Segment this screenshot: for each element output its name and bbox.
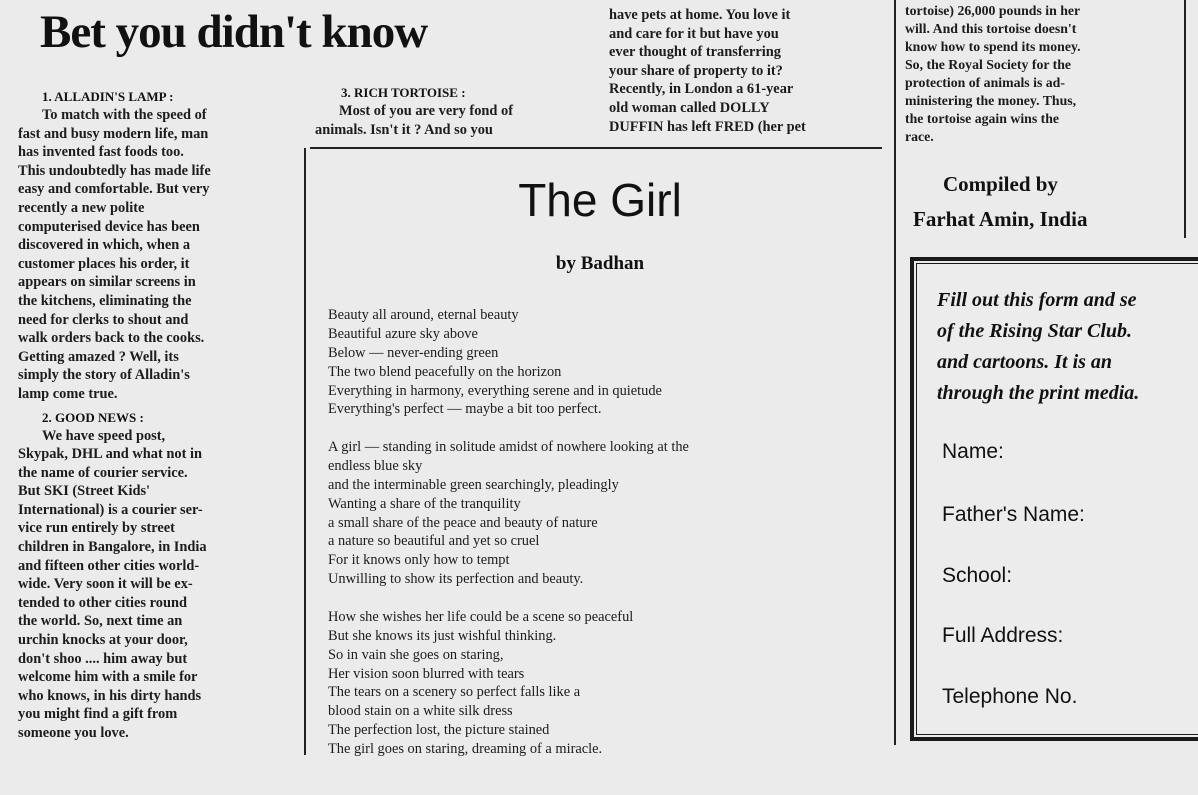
article-line: To match with the speed of <box>42 107 207 123</box>
article-line: But SKI (Street Kids' <box>18 483 151 500</box>
section-body-good-news <box>18 427 286 743</box>
article-line: and care for it but have you <box>609 25 779 42</box>
poem-line: Below — never-ending green <box>328 344 499 361</box>
poem-line: Everything in harmony, everything serene and in quietude <box>328 382 662 399</box>
column-rich-tortoise <box>315 84 585 139</box>
poem-line: Everything's perfect — maybe a bit too perfect. <box>328 401 602 418</box>
column-divider-right <box>894 0 896 745</box>
article-line: will. And this tortoise doesn't <box>905 21 1077 36</box>
section-body-alladin <box>18 106 286 404</box>
poem-line: Wanting a share of the tranquility <box>328 495 521 512</box>
article-line: ever thought of transferring <box>609 44 781 61</box>
form-field-label: School: <box>942 564 1013 587</box>
article-line: So, the Royal Society for the <box>905 57 1072 72</box>
article-line: your share of property to it? <box>609 62 783 79</box>
article-line: the tortoise again wins the <box>905 111 1060 126</box>
poem-line: Beauty all around, eternal beauty <box>328 307 519 323</box>
article-line: don't shoo .... him away but <box>18 650 188 667</box>
article-line: and fifteen other cities world- <box>18 557 200 574</box>
article-line: race. <box>905 129 934 144</box>
article-line: you might find a gift from <box>18 706 178 723</box>
article-line: computerised device has been <box>18 218 200 235</box>
poem-line: endless blue sky <box>328 457 423 474</box>
form-field-label: Full Address: <box>942 624 1064 647</box>
article-line: welcome him with a smile for <box>18 669 198 686</box>
column-divider <box>304 148 306 755</box>
poem-line: So in vain she goes on staring, <box>328 646 504 663</box>
article-line: Most of you are very fond of <box>339 103 513 119</box>
article-line: DUFFIN has left FRED (her pet <box>609 118 806 135</box>
article-line: vice run entirely by street <box>18 520 175 537</box>
poem-line: The tears on a scenery so perfect falls like a <box>328 684 581 701</box>
right-edge-rule <box>1184 0 1186 238</box>
article-line: protection of animals is ad- <box>905 75 1065 90</box>
article-line: the world. So, next time an <box>18 613 183 630</box>
article-line: need for clerks to shout and <box>18 311 189 328</box>
article-line: This undoubtedly has made life <box>18 162 211 179</box>
article-line: walk orders back to the cooks. <box>18 330 205 347</box>
section-body-rich-tortoise <box>315 102 585 139</box>
article-line: easy and comfortable. But very <box>18 181 210 198</box>
poem-line: But she knows its just wishful thinking. <box>328 627 557 644</box>
column-alladin-goodnews <box>18 88 286 743</box>
compiler-name: Farhat Amin, India <box>913 207 1088 231</box>
poem-stanza <box>328 306 888 419</box>
article-line: the name of courier service. <box>18 464 188 481</box>
article-line: Skypak, DHL and what not in <box>18 446 202 463</box>
page-heading: Bet you didn't know <box>40 6 428 58</box>
poem-line: a small share of the peace and beauty of nature <box>328 514 598 531</box>
poem-body <box>328 306 888 778</box>
article-line: the kitchens, eliminating the <box>18 292 192 309</box>
article-line: children in Bangalore, in India <box>18 539 207 556</box>
article-line: know how to spend its money. <box>905 39 1081 54</box>
article-line: International) is a courier ser- <box>18 501 203 518</box>
article-line: ministering the money. Thus, <box>905 93 1077 108</box>
article-line: We have speed post, <box>42 427 166 444</box>
poem-line: The perfection lost, the picture stained <box>328 722 550 739</box>
poem-stanza <box>328 608 888 759</box>
article-line: wide. Very soon it will be ex- <box>18 576 193 593</box>
article-line: recently a new polite <box>18 199 145 216</box>
article-line: tended to other cities round <box>18 594 187 611</box>
poem-line: and the interminable green searchingly, pleadingly <box>328 476 619 493</box>
article-line: simply the story of Alladin's <box>18 367 190 384</box>
poem-line: Beautiful azure sky above <box>328 325 478 342</box>
poem-line: Unwilling to show its perfection and beauty. <box>328 571 584 588</box>
form-field-label: Name: <box>942 440 1004 463</box>
form-intro-line: of the Rising Star Club. <box>937 320 1133 342</box>
poem-line: The girl goes on staring, dreaming of a miracle. <box>328 741 603 758</box>
poem-title: The Girl <box>518 174 682 226</box>
club-form-intro <box>937 285 1198 409</box>
poem-line: a nature so beautiful and yet so cruel <box>328 533 540 550</box>
article-line: lamp come true. <box>18 385 118 402</box>
form-intro-line: and cartoons. It is an <box>937 351 1113 373</box>
poem-line: The two blend peacefully on the horizon <box>328 363 562 380</box>
compiled-by-label: Compiled by <box>943 172 1058 196</box>
form-intro-line: through the print media. <box>937 382 1140 404</box>
poem-byline: by Badhan <box>555 253 645 274</box>
rich-tortoise-continued <box>609 6 877 136</box>
section-title-alladin: 1. ALLADIN'S LAMP : <box>42 89 174 104</box>
article-line: Getting amazed ? Well, its <box>18 348 179 365</box>
poem-line: A girl — standing in solitude amidst of nowhere looking at the <box>328 439 689 456</box>
article-line: fast and busy modern life, man <box>18 125 209 142</box>
form-intro-line: Fill out this form and se <box>937 289 1137 311</box>
article-line: has invented fast foods too. <box>18 144 184 161</box>
poem-line: Her vision soon blurred with tears <box>328 665 525 682</box>
form-field-label: Telephone No. <box>942 685 1078 708</box>
article-line: someone you love. <box>18 725 129 741</box>
article-line: discovered in which, when a <box>18 237 191 254</box>
form-field-label: Father's Name: <box>942 503 1085 526</box>
poem-line: For it knows only how to tempt <box>328 552 510 569</box>
rich-tortoise-end <box>905 2 1168 146</box>
section-title-rich-tortoise: 3. RICH TORTOISE : <box>341 85 466 100</box>
article-line: urchin knocks at your door, <box>18 632 188 649</box>
article-line: animals. Isn't it ? And so you <box>315 121 493 138</box>
article-line: appears on similar screens in <box>18 274 196 291</box>
article-line: Recently, in London a 61-year <box>609 81 794 98</box>
article-line: old woman called DOLLY <box>609 99 770 116</box>
poem-line: blood stain on a white silk dress <box>328 703 513 720</box>
article-line: customer places his order, it <box>18 255 190 272</box>
poem-line: How she wishes her life could be a scene so peaceful <box>328 608 634 625</box>
article-line: who knows, in his dirty hands <box>18 687 202 704</box>
poem-top-rule <box>310 147 882 149</box>
poem-stanza <box>328 438 888 589</box>
article-line: tortoise) 26,000 pounds in her <box>905 3 1081 18</box>
article-line: have pets at home. You love it <box>609 7 791 23</box>
section-title-good-news: 2. GOOD NEWS : <box>42 409 144 425</box>
